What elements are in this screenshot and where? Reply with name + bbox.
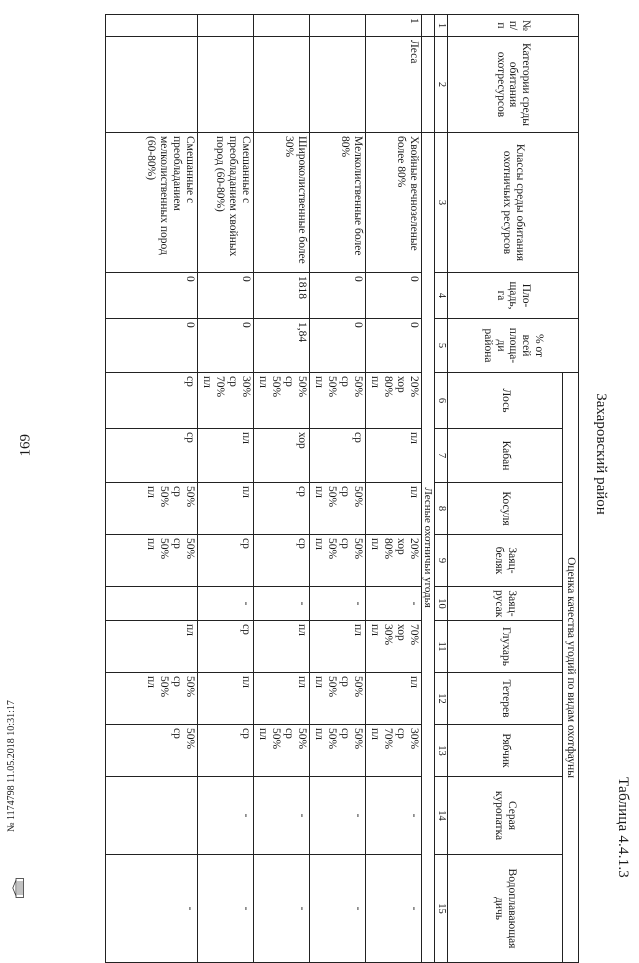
quality-cell: 20% хор 80% пл — [365, 535, 421, 587]
column-number: 4 — [435, 273, 448, 319]
quality-cell: ср — [105, 373, 197, 429]
rotated-page-content — [0, 12, 637, 949]
table-row — [197, 15, 253, 963]
quality-cell: 30% ср 70% пл — [197, 373, 253, 429]
quality-cell: ср — [253, 483, 309, 535]
quality-cell: 30% ср 70% пл — [365, 725, 421, 777]
column-number: 3 — [435, 133, 448, 273]
column-number: 9 — [435, 535, 448, 587]
habitat-quality-table — [105, 14, 579, 963]
quality-cell: 50% ср 50% пл — [105, 535, 197, 587]
column-number: 11 — [435, 621, 448, 673]
section-row — [421, 15, 434, 963]
header-species: Водоплавающая дичь — [448, 855, 563, 963]
row-number — [309, 15, 365, 37]
quality-cell: - — [309, 777, 365, 855]
row-habitat-class: Мелколиственные более 80% — [309, 133, 365, 273]
quality-cell: ср — [309, 429, 365, 483]
row-percent: 0 — [197, 319, 253, 373]
quality-cell: пл — [309, 621, 365, 673]
seal-icon — [12, 878, 24, 898]
row-number — [253, 15, 309, 37]
row-percent: 0 — [105, 319, 197, 373]
column-number: 2 — [435, 37, 448, 133]
column-number: 13 — [435, 725, 448, 777]
quality-cell: пл — [365, 483, 421, 535]
table-title: Таблица 4.4.1.3 — [615, 777, 631, 878]
header-quality-group: Оценка качества угодий по видам охотфауны — [563, 373, 579, 963]
row-category: Леса — [365, 37, 421, 133]
table-row — [365, 15, 421, 963]
table-row — [105, 15, 197, 963]
column-number-row — [435, 15, 448, 963]
row-category — [309, 37, 365, 133]
header-category: Категории среды обитания охотресурсов — [448, 37, 579, 133]
row-area: 0 — [309, 273, 365, 319]
row-area: 1818 — [253, 273, 309, 319]
quality-cell: пл — [197, 673, 253, 725]
quality-cell: пл — [105, 621, 197, 673]
header-species: Кабан — [448, 429, 563, 483]
quality-cell: пл — [253, 673, 309, 725]
quality-cell: пл — [365, 429, 421, 483]
row-habitat-class: Смешанные с преобладанием мелколиственных пород (60-80%) — [105, 133, 197, 273]
quality-cell: пл — [365, 673, 421, 725]
quality-cell: 50% ср — [105, 725, 197, 777]
header-species: Серая куропатка — [448, 777, 563, 855]
quality-cell: ср — [197, 621, 253, 673]
header-row-1 — [563, 15, 579, 963]
quality-cell: - — [309, 587, 365, 621]
column-number: 15 — [435, 855, 448, 963]
column-number: 8 — [435, 483, 448, 535]
row-habitat-class: Смешанные с преобладанием хвойных пород (60-80%) — [197, 133, 253, 273]
row-category — [253, 37, 309, 133]
quality-cell: - — [253, 587, 309, 621]
quality-cell: 50% ср 50% пл — [309, 535, 365, 587]
row-number — [197, 15, 253, 37]
quality-cell: 50% ср 50% пл — [253, 373, 309, 429]
quality-cell: 50% ср 50% пл — [105, 483, 197, 535]
column-number: 14 — [435, 777, 448, 855]
quality-cell — [105, 777, 197, 855]
page-number: 169 — [17, 434, 34, 457]
quality-cell: 50% ср 50% пл — [309, 483, 365, 535]
column-number: 10 — [435, 587, 448, 621]
column-number: 1 — [435, 15, 448, 37]
header-class: Классы среды обитания охотничьих ресурсов — [448, 133, 579, 273]
column-number: 5 — [435, 319, 448, 373]
quality-cell: ср — [197, 535, 253, 587]
quality-cell — [105, 587, 197, 621]
quality-cell: - — [197, 777, 253, 855]
quality-cell: - — [105, 855, 197, 963]
header-species: Лось — [448, 373, 563, 429]
row-area: 0 — [365, 273, 421, 319]
row-percent: 0 — [309, 319, 365, 373]
column-number: 6 — [435, 373, 448, 429]
row-category — [197, 37, 253, 133]
quality-cell: - — [253, 855, 309, 963]
header-percent: % от всей площа-ди района — [448, 319, 579, 373]
header-species: Тетерев — [448, 673, 563, 725]
district-title: Захаровский район — [593, 393, 609, 515]
quality-cell: пл — [197, 429, 253, 483]
column-number: 7 — [435, 429, 448, 483]
row-habitat-class: Хвойные вечнозеленые более 80% — [365, 133, 421, 273]
header-species: Заяц-русак — [448, 587, 563, 621]
quality-cell: - — [197, 855, 253, 963]
quality-cell: ср — [105, 429, 197, 483]
footer-stamp: № 1174798 11.05.2018 10:31:17 — [6, 700, 17, 832]
quality-cell: - — [365, 777, 421, 855]
quality-cell: - — [309, 855, 365, 963]
quality-cell: пл — [197, 483, 253, 535]
quality-cell: 50% ср 50% пл — [309, 673, 365, 725]
quality-cell: 50% ср 50% пл — [253, 725, 309, 777]
row-category — [105, 37, 197, 133]
table-row — [309, 15, 365, 963]
row-percent: 0 — [365, 319, 421, 373]
row-area: 0 — [105, 273, 197, 319]
quality-cell: ср — [197, 725, 253, 777]
quality-cell: 50% ср 50% пл — [309, 373, 365, 429]
header-species: Глухарь — [448, 621, 563, 673]
quality-cell: - — [365, 587, 421, 621]
header-species: Заяц-беляк — [448, 535, 563, 587]
row-habitat-class: Широколиственные более 30% — [253, 133, 309, 273]
header-species: Рябчик — [448, 725, 563, 777]
table-row — [253, 15, 309, 963]
header-species: Косуля — [448, 483, 563, 535]
row-number — [105, 15, 197, 37]
quality-cell: 70% хор 30% пл — [365, 621, 421, 673]
quality-cell: - — [365, 855, 421, 963]
header-num: № п/п — [448, 15, 579, 37]
section-label: Лесные охотничьи угодья — [421, 133, 434, 963]
row-area: 0 — [197, 273, 253, 319]
header-area: Пло-щадь, га — [448, 273, 579, 319]
quality-cell: ср — [253, 535, 309, 587]
quality-cell: 50% ср 50% пл — [309, 725, 365, 777]
row-number: 1 — [365, 15, 421, 37]
column-number: 12 — [435, 673, 448, 725]
quality-cell: хор — [253, 429, 309, 483]
quality-cell: пл — [253, 621, 309, 673]
quality-cell: 20% хор 80% пл — [365, 373, 421, 429]
quality-cell: 50% ср 50% пл — [105, 673, 197, 725]
quality-cell: - — [253, 777, 309, 855]
quality-cell: - — [197, 587, 253, 621]
row-percent: 1,84 — [253, 319, 309, 373]
